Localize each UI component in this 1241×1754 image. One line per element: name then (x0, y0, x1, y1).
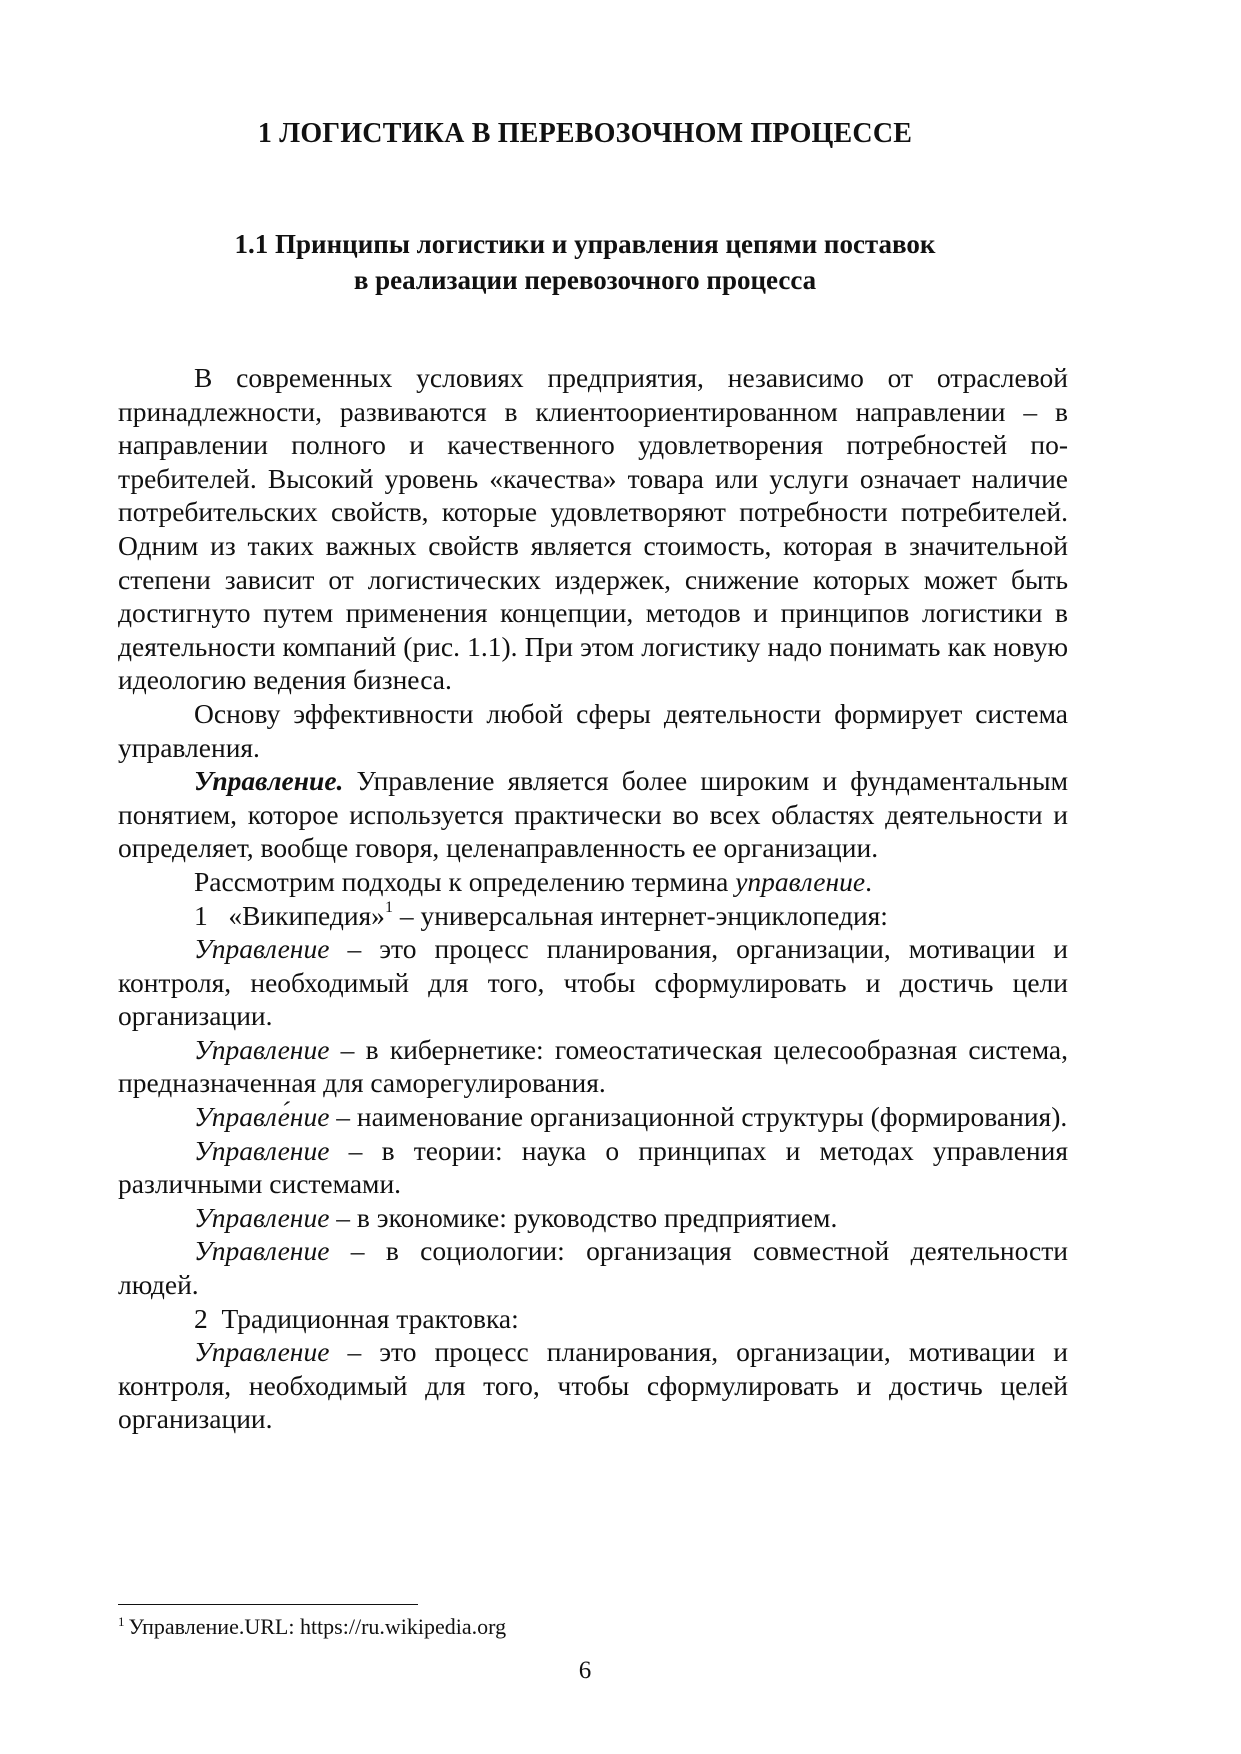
list-number: 1 (194, 899, 208, 931)
footnote-marker: 1 (118, 1613, 125, 1629)
list-number: 2 (194, 1302, 208, 1334)
paragraph-text: Рассмотрим подходы к определению термина (194, 865, 736, 897)
definition (118, 1335, 1068, 1436)
paragraph-text: Традиционная трактовка: (221, 1302, 519, 1334)
term-italic: Управление (194, 933, 330, 965)
term-bold-italic: Управление. (194, 765, 344, 797)
definition (118, 1201, 1068, 1235)
term-italic: Управление (194, 1235, 330, 1267)
definition (118, 932, 1068, 1033)
paragraph (118, 764, 1068, 865)
term-italic: Управле́ние (194, 1101, 330, 1133)
paragraph: В современных условиях предприятия, независимо от отраслевой принадлежности, развиваются в клиентоориентированном направлении – в направлении полного и качественного удовлетворения потребностей потребителей. Высокий уровень «качества» товара или услуги означает наличие потребительских свойств, которые удовлетворяют потребности потребителей. Одним из таких важных свойств является стоимость, которая в значительной степени зависит от логистических издержек, снижение которых может быть достигнуто путем применения концепции, методов и принципов логистики в деятельности компаний (рис. 1.1). При этом логистику надо понимать как новую идеологию ведения бизнеса. (118, 362, 1068, 696)
term-italic: Управление (194, 1336, 330, 1368)
paragraph-text: – универсальная интернет-энциклопедия: (392, 899, 888, 931)
chapter-title: 1 ЛОГИСТИКА В ПЕРЕВОЗОЧНОМ ПРОЦЕССЕ (257, 118, 913, 149)
definition-text: – в экономике: руководство предприятием. (329, 1201, 838, 1233)
definition-text: – это процесс планирования, организации, мотивации и контроля, необходимый для того, чтобы сформулировать и достичь цели организации. (118, 933, 1068, 1032)
section-title-line-2: в реализации перевозочного процесса (353, 265, 817, 295)
footnote-text: Управление.URL: https://ru.wikipedia.org (128, 1614, 507, 1639)
definition-text: – это процесс планирования, организации, мотивации и контроля, необходимый для того, чтобы сформулировать и достичь целей организации. (118, 1336, 1068, 1435)
paragraph (118, 865, 1068, 899)
term-italic: Управление (194, 1134, 330, 1166)
footnote (118, 1613, 506, 1641)
term-italic: управление (735, 865, 866, 897)
definition-text: – в теории: наука о принципах и методах управления различными системами. (118, 1134, 1068, 1200)
body-text (118, 361, 1068, 1436)
section-title-line-1: 1.1 Принципы логистики и управления цепями поставок (234, 229, 936, 259)
definition (118, 1033, 1068, 1100)
paragraph-text: . (865, 865, 872, 897)
footnote-separator (118, 1604, 418, 1605)
paragraph: Основу эффективности любой сферы деятельности формирует система управления. (118, 697, 1068, 763)
definition-text: – в социологии: организация совместной деятельности людей. (118, 1235, 1068, 1301)
term-italic: Управление (194, 1201, 330, 1233)
definition (118, 1234, 1068, 1301)
definition-text: – в кибернетике: гомеостатическая целесообразная система, предназначенная для саморегулирования. (118, 1033, 1068, 1099)
list-item (118, 899, 1068, 933)
page-number: 6 (578, 1657, 592, 1684)
paragraph-text: Управление является более широким и фундаментальным понятием, которое используется практически во всех областях деятельности и определяет, вообще говоря, целенаправленность ее организации. (118, 765, 1068, 864)
definition (118, 1134, 1068, 1201)
definition (118, 1100, 1068, 1134)
list-item (118, 1302, 1068, 1336)
footnote-reference[interactable]: 1 (384, 899, 393, 917)
definition-text: – наименование организационной структуры (формирования). (329, 1101, 1068, 1133)
source-name: «Википедия» (228, 899, 385, 931)
term-italic: Управление (194, 1033, 330, 1065)
section-title (0, 226, 1170, 298)
